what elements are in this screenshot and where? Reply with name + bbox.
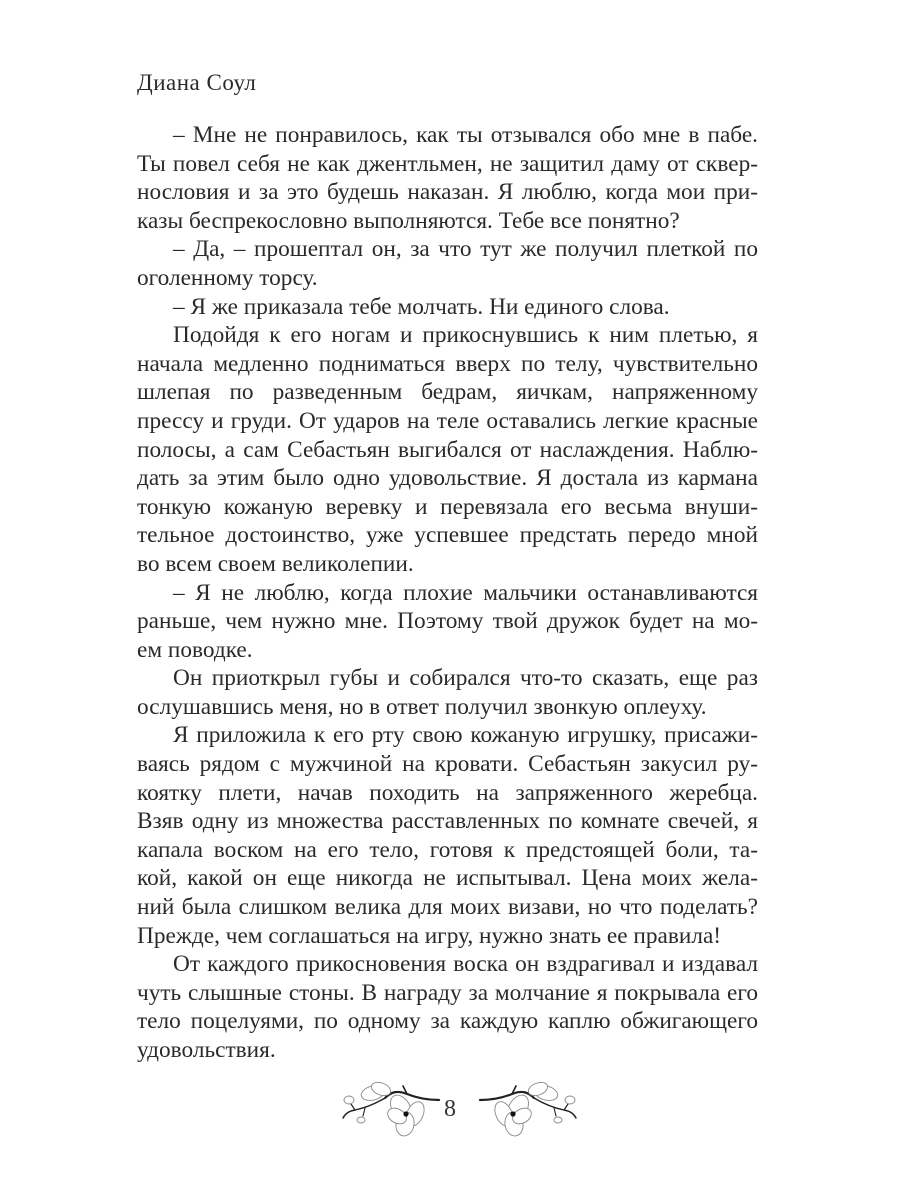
text-line: ослушавшись меня, но в ответ получил звонкую оплеуху. (137, 693, 707, 720)
text-line: прессу и груди. От ударов на теле оставались легкие красные (137, 407, 758, 434)
text-line: дать за этим было одно удовольствие. Я достала из кармана (137, 465, 758, 492)
text-line: шлепая по разведенным бедрам, яичкам, напряженному (137, 379, 758, 406)
text-line: – Да, – прошептал он, за что тут же получил плеткой по (173, 236, 758, 263)
text-line: Я приложила к его рту свою кожаную игрушку, присажи- (173, 722, 758, 749)
text-line: Он приоткрыл губы и собирался что-то сказать, еще раз (173, 665, 758, 692)
body-text (137, 121, 758, 1065)
text-line: Прежде, чем соглашаться на игру, нужно знать ее правила! (137, 922, 722, 949)
magnolia-branch-icon (474, 1080, 584, 1140)
text-line: во всем своем великолепии. (137, 550, 414, 577)
text-line: ваясь рядом с мужчиной на кровати. Себастьян закусил ру- (137, 751, 758, 778)
text-line: тело поцелуями, по одному за каждую каплю обжигающего (137, 1008, 758, 1035)
text-line: оголенному торсу. (137, 264, 318, 291)
text-line: коятку плети, начав походить на запряженного жеребца. (137, 779, 758, 806)
text-line: Подойдя к его ногам и прикоснувшись к ним плетью, я (173, 322, 758, 349)
page-number: 8 (444, 1096, 456, 1122)
text-line: начала медленно подниматься вверх по телу, чувствительно (137, 350, 758, 377)
text-line: – Мне не понравилось, как ты отзывался обо мне в пабе. (173, 122, 758, 148)
text-line: раньше, чем нужно мне. Поэтому твой дружок будет на мо- (137, 608, 758, 635)
text-line: полосы, а сам Себастьян выгибался от наслаждения. Наблю- (137, 436, 758, 463)
text-line: удовольствия. (137, 1037, 276, 1063)
text-line: – Я же приказала тебе молчать. Ни единого слова. (173, 293, 670, 320)
text-line: От каждого прикосновения воска он вздрагивал и издавал (173, 951, 758, 978)
text-line: нословия и за это будешь наказан. Я люблю, когда мои при- (137, 179, 758, 206)
text-line: казы беспрекословно выполняются. Тебе все понятно? (137, 207, 680, 234)
text-line: тонкую кожаную веревку и перевязала его весьма внуши- (137, 493, 758, 520)
text-line: Взяв одну из множества расставленных по комнате свечей, я (137, 808, 758, 835)
text-line: чуть слышные стоны. В награду за молчание я покрывала его (137, 979, 758, 1006)
text-line: кой, какой он еще никогда не испытывал. Цена моих жела- (137, 865, 758, 892)
text-line: капала воском на его тело, готовя к предстоящей боли, та- (137, 836, 758, 863)
text-line: Ты повел себя не как джентльмен, не защитил даму от сквер- (137, 150, 758, 177)
text-line: ем поводке. (137, 636, 253, 663)
text-line: – Я не люблю, когда плохие мальчики останавливаются (173, 579, 758, 606)
running-head-author: Диана Соул (137, 70, 257, 95)
page-footer (0, 1080, 900, 1140)
text-line: ний была слишком велика для моих визави, но что поделать? (137, 894, 758, 921)
text-line: тельное достоинство, уже успевшее предстать передо мной (137, 522, 758, 549)
